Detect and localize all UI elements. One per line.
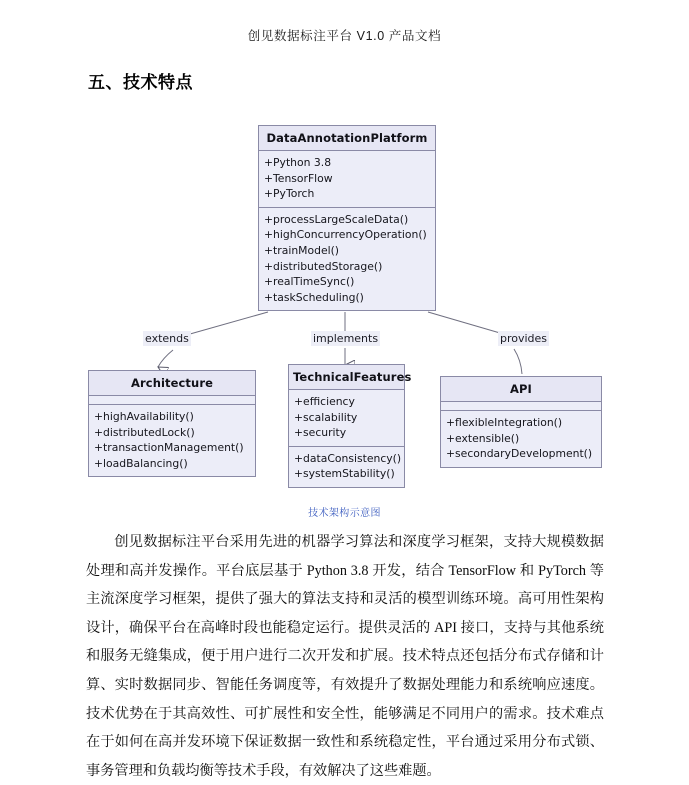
uml-class-api[interactable]: [440, 376, 602, 468]
body-paragraph: 创见数据标注平台采用先进的机器学习算法和深度学习框架，支持大规模数据处理和高并发操作。平台底层基于 Python 3.8 开发，结合 TensorFlow 和 PyTorch 等主流深度学习框架，提供了强大的算法支持和灵活的模型训练环境。高可用性架构设计，确保平台在高峰时段也能稳定运行。提供灵活的 API 接口，支持与其他系统和服务无缝集成，便于用户进行二次开发和扩展。技术特点还包括分布式存储和计算、实时数据同步、智能任务调度等，有效提升了数据处理能力和系统响应速度。技术优势在于其高效性、可扩展性和安全性，能够满足不同用户的需求。技术难点在于如何在高并发环境下保证数据一致性和系统稳定性，平台通过采用分布式锁、事务管理和负载均衡等技术手段，有效解决了这些难题。: [86, 534, 604, 779]
uml-attributes-compartment: [89, 396, 255, 404]
technical-architecture-diagram: [0, 118, 689, 498]
uml-method-row: +distributedStorage(): [264, 259, 383, 273]
uml-attributes-compartment: [289, 390, 404, 446]
uml-attribute-row: +PyTorch: [264, 187, 315, 201]
relation-label-implements: implements: [313, 332, 379, 345]
uml-method-row: +systemStability(): [294, 467, 395, 481]
uml-methods-compartment: [89, 404, 255, 476]
uml-attribute-row: +efficiency: [294, 395, 355, 408]
relation-label-extends: extends: [145, 332, 189, 345]
uml-method-row: +loadBalancing(): [94, 456, 188, 470]
uml-attribute-row: +TensorFlow: [264, 171, 333, 185]
uml-class-title: Architecture: [89, 371, 255, 396]
connector-extends-lower: [158, 350, 173, 367]
uml-method-row: +secondaryDevelopment(): [446, 447, 593, 461]
document-running-header: 创见数据标注平台 V1.0 产品文档: [247, 29, 442, 43]
uml-attributes-compartment: [259, 151, 435, 207]
uml-attribute-row: +Python 3.8: [264, 156, 332, 169]
uml-class-title: API: [441, 377, 601, 402]
uml-method-row: +flexibleIntegration(): [446, 416, 563, 429]
uml-class-data-annotation-platform[interactable]: [258, 125, 436, 311]
uml-class-architecture[interactable]: [88, 370, 256, 477]
uml-method-row: +trainModel(): [264, 243, 340, 257]
uml-method-row: +realTimeSync(): [264, 275, 355, 289]
uml-method-row: +highConcurrencyOperation(): [264, 228, 427, 242]
uml-method-row: +transactionManagement(): [94, 441, 244, 455]
uml-attribute-row: +scalability: [294, 410, 358, 424]
uml-class-title: TechnicalFeatures: [289, 365, 404, 390]
figure-caption: 技术架构示意图: [308, 508, 381, 519]
connector-provides-lower: [514, 349, 522, 374]
uml-method-row: +distributedLock(): [94, 425, 195, 439]
connector-provides-upper: [428, 312, 500, 333]
section-heading: 五、技术特点: [88, 73, 193, 92]
uml-methods-compartment: [441, 410, 601, 467]
uml-method-row: +taskScheduling(): [264, 290, 364, 304]
uml-method-row: +processLargeScaleData(): [264, 212, 409, 226]
uml-method-row: +highAvailability(): [94, 410, 194, 423]
uml-method-row: +dataConsistency(): [294, 451, 402, 465]
uml-class-technical-features[interactable]: [288, 364, 412, 488]
uml-method-row: +extensible(): [446, 431, 520, 445]
uml-methods-compartment: [259, 207, 435, 311]
uml-class-title: DataAnnotationPlatform: [259, 126, 435, 151]
uml-methods-compartment: [289, 446, 404, 487]
uml-attribute-row: +security: [294, 426, 347, 440]
relation-label-provides: provides: [500, 332, 548, 345]
uml-attributes-compartment: [441, 402, 601, 410]
connector-extends-upper: [190, 312, 268, 334]
